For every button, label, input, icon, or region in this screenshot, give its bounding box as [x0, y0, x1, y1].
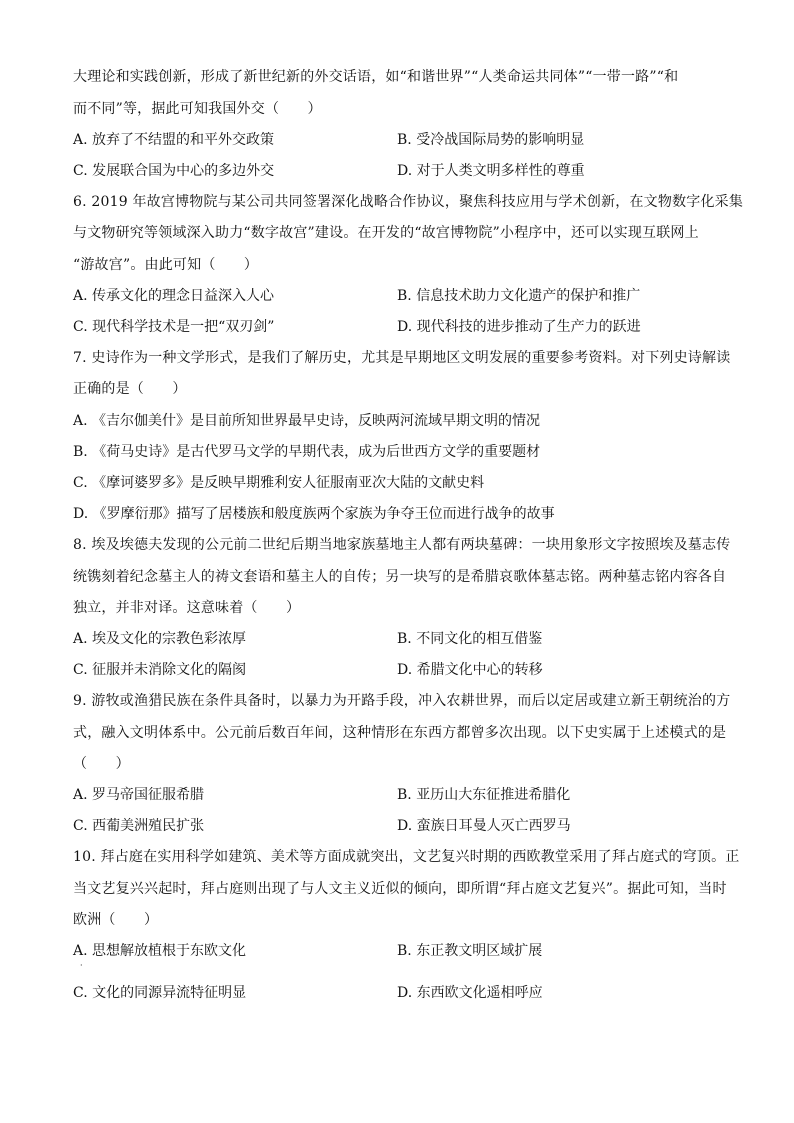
q8-line-1: 8. 埃及埃德夫发现的公元前二世纪后期当地家族墓地主人都有两块墓碑：一块用象形文字按照埃及墓志传	[73, 537, 731, 553]
q8-line-3: 独立，并非对译。这意味着（ ）	[73, 600, 301, 616]
q8-option-d: D. 希腊文化中心的转移	[397, 662, 543, 678]
q5-option-b: B. 受冷战国际局势的影响明显	[397, 132, 585, 148]
q6-option-b: B. 信息技术助力文化遗产的保护和推广	[397, 288, 641, 304]
q10-line-1: 10. 拜占庭在实用科学如建筑、美术等方面成就突出，文艺复兴时期的西欧教堂采用了拜占庭式的穹顶。正	[73, 849, 740, 865]
q10-option-b: B. 东正教文明区域扩展	[397, 943, 543, 959]
q8-line-2: 统镌刻着纪念墓主人的祷文套语和墓主人的自传；另一块写的是希腊哀歌体墓志铭。两种墓志铭内容各自	[73, 569, 727, 585]
q7-line-1: 7. 史诗作为一种文学形式，是我们了解历史，尤其是早期地区文明发展的重要参考资料。对下列史诗解读	[73, 350, 731, 366]
stray-mark: ·	[80, 961, 83, 970]
q6-line-1: 6. 2019 年故宫博物院与某公司共同签署深化战略合作协议，聚焦科技应用与学术创新，在文物数字化采集	[73, 194, 744, 210]
q9-option-c: C. 西葡美洲殖民扩张	[73, 818, 205, 834]
q10-option-d: D. 东西欧文化遥相呼应	[397, 985, 543, 1001]
q7-option-d: D. 《罗摩衍那》描写了居楼族和般度族两个家族为争夺王位而进行战争的故事	[73, 506, 555, 522]
q7-line-2: 正确的是（ ）	[73, 381, 187, 397]
q5-option-a: A. 放弃了不结盟的和平外交政策	[73, 132, 275, 148]
q6-line-3: “游故宫”。由此可知（ ）	[73, 257, 259, 273]
q6-option-c: C. 现代科学技术是一把“双刃剑”	[73, 319, 275, 335]
q8-option-b: B. 不同文化的相互借鉴	[397, 631, 543, 647]
q9-line-2: 式，融入文明体系中。公元前后数百年间，这种情形在东西方都曾多次出现。以下史实属于上述模式的是	[73, 725, 727, 741]
q10-line-3: 欧洲（ ）	[73, 912, 159, 928]
q10-option-a: A. 思想解放植根于东欧文化	[73, 943, 247, 959]
q8-option-a: A. 埃及文化的宗教色彩浓厚	[73, 631, 247, 647]
q6-option-a: A. 传承文化的理念日益深入人心	[73, 288, 275, 304]
q10-option-c: C. 文化的同源异流特征明显	[73, 985, 247, 1001]
q10-line-2: 当文艺复兴兴起时，拜占庭则出现了与人文主义近似的倾向，即所谓“拜占庭文艺复兴”。据此可知，当时	[73, 881, 727, 897]
q7-option-a: A. 《吉尔伽美什》是目前所知世界最早史诗，反映两河流域早期文明的情况	[73, 413, 541, 429]
q9-option-b: B. 亚历山大东征推进希腊化	[397, 787, 571, 803]
q5-option-d: D. 对于人类文明多样性的尊重	[397, 163, 585, 179]
q7-option-b: B. 《荷马史诗》是古代罗马文学的早期代表，成为后世西方文学的重要题材	[73, 444, 541, 460]
q9-line-1: 9. 游牧或渔猎民族在条件具备时，以暴力为开路手段，冲入农耕世界，而后以定居或建立新王朝统治的方	[73, 693, 731, 709]
q9-option-a: A. 罗马帝国征服希腊	[73, 787, 205, 803]
q5-line-1: 大理论和实践创新，形成了新世纪新的外交话语，如“和谐世界”“人类命运共同体”“一带一路”“和	[73, 69, 679, 85]
q5-option-c: C. 发展联合国为中心的多边外交	[73, 163, 275, 179]
q6-option-d: D. 现代科技的进步推动了生产力的跃进	[397, 319, 641, 335]
q8-option-c: C. 征服并未消除文化的隔阂	[73, 662, 247, 678]
q6-line-2: 与文物研究等领域深入助力“数字故宫”建设。在开发的“故宫博物院”小程序中，还可以实现互联网上	[73, 225, 699, 241]
q7-option-c: C. 《摩诃婆罗多》是反映早期雅利安人征服南亚次大陆的文献史料	[73, 475, 485, 491]
q9-line-3: （ ）	[73, 756, 130, 772]
q9-option-d: D. 蛮族日耳曼人灭亡西罗马	[397, 818, 571, 834]
q5-line-2: 而不同”等，据此可知我国外交（ ）	[73, 101, 322, 117]
